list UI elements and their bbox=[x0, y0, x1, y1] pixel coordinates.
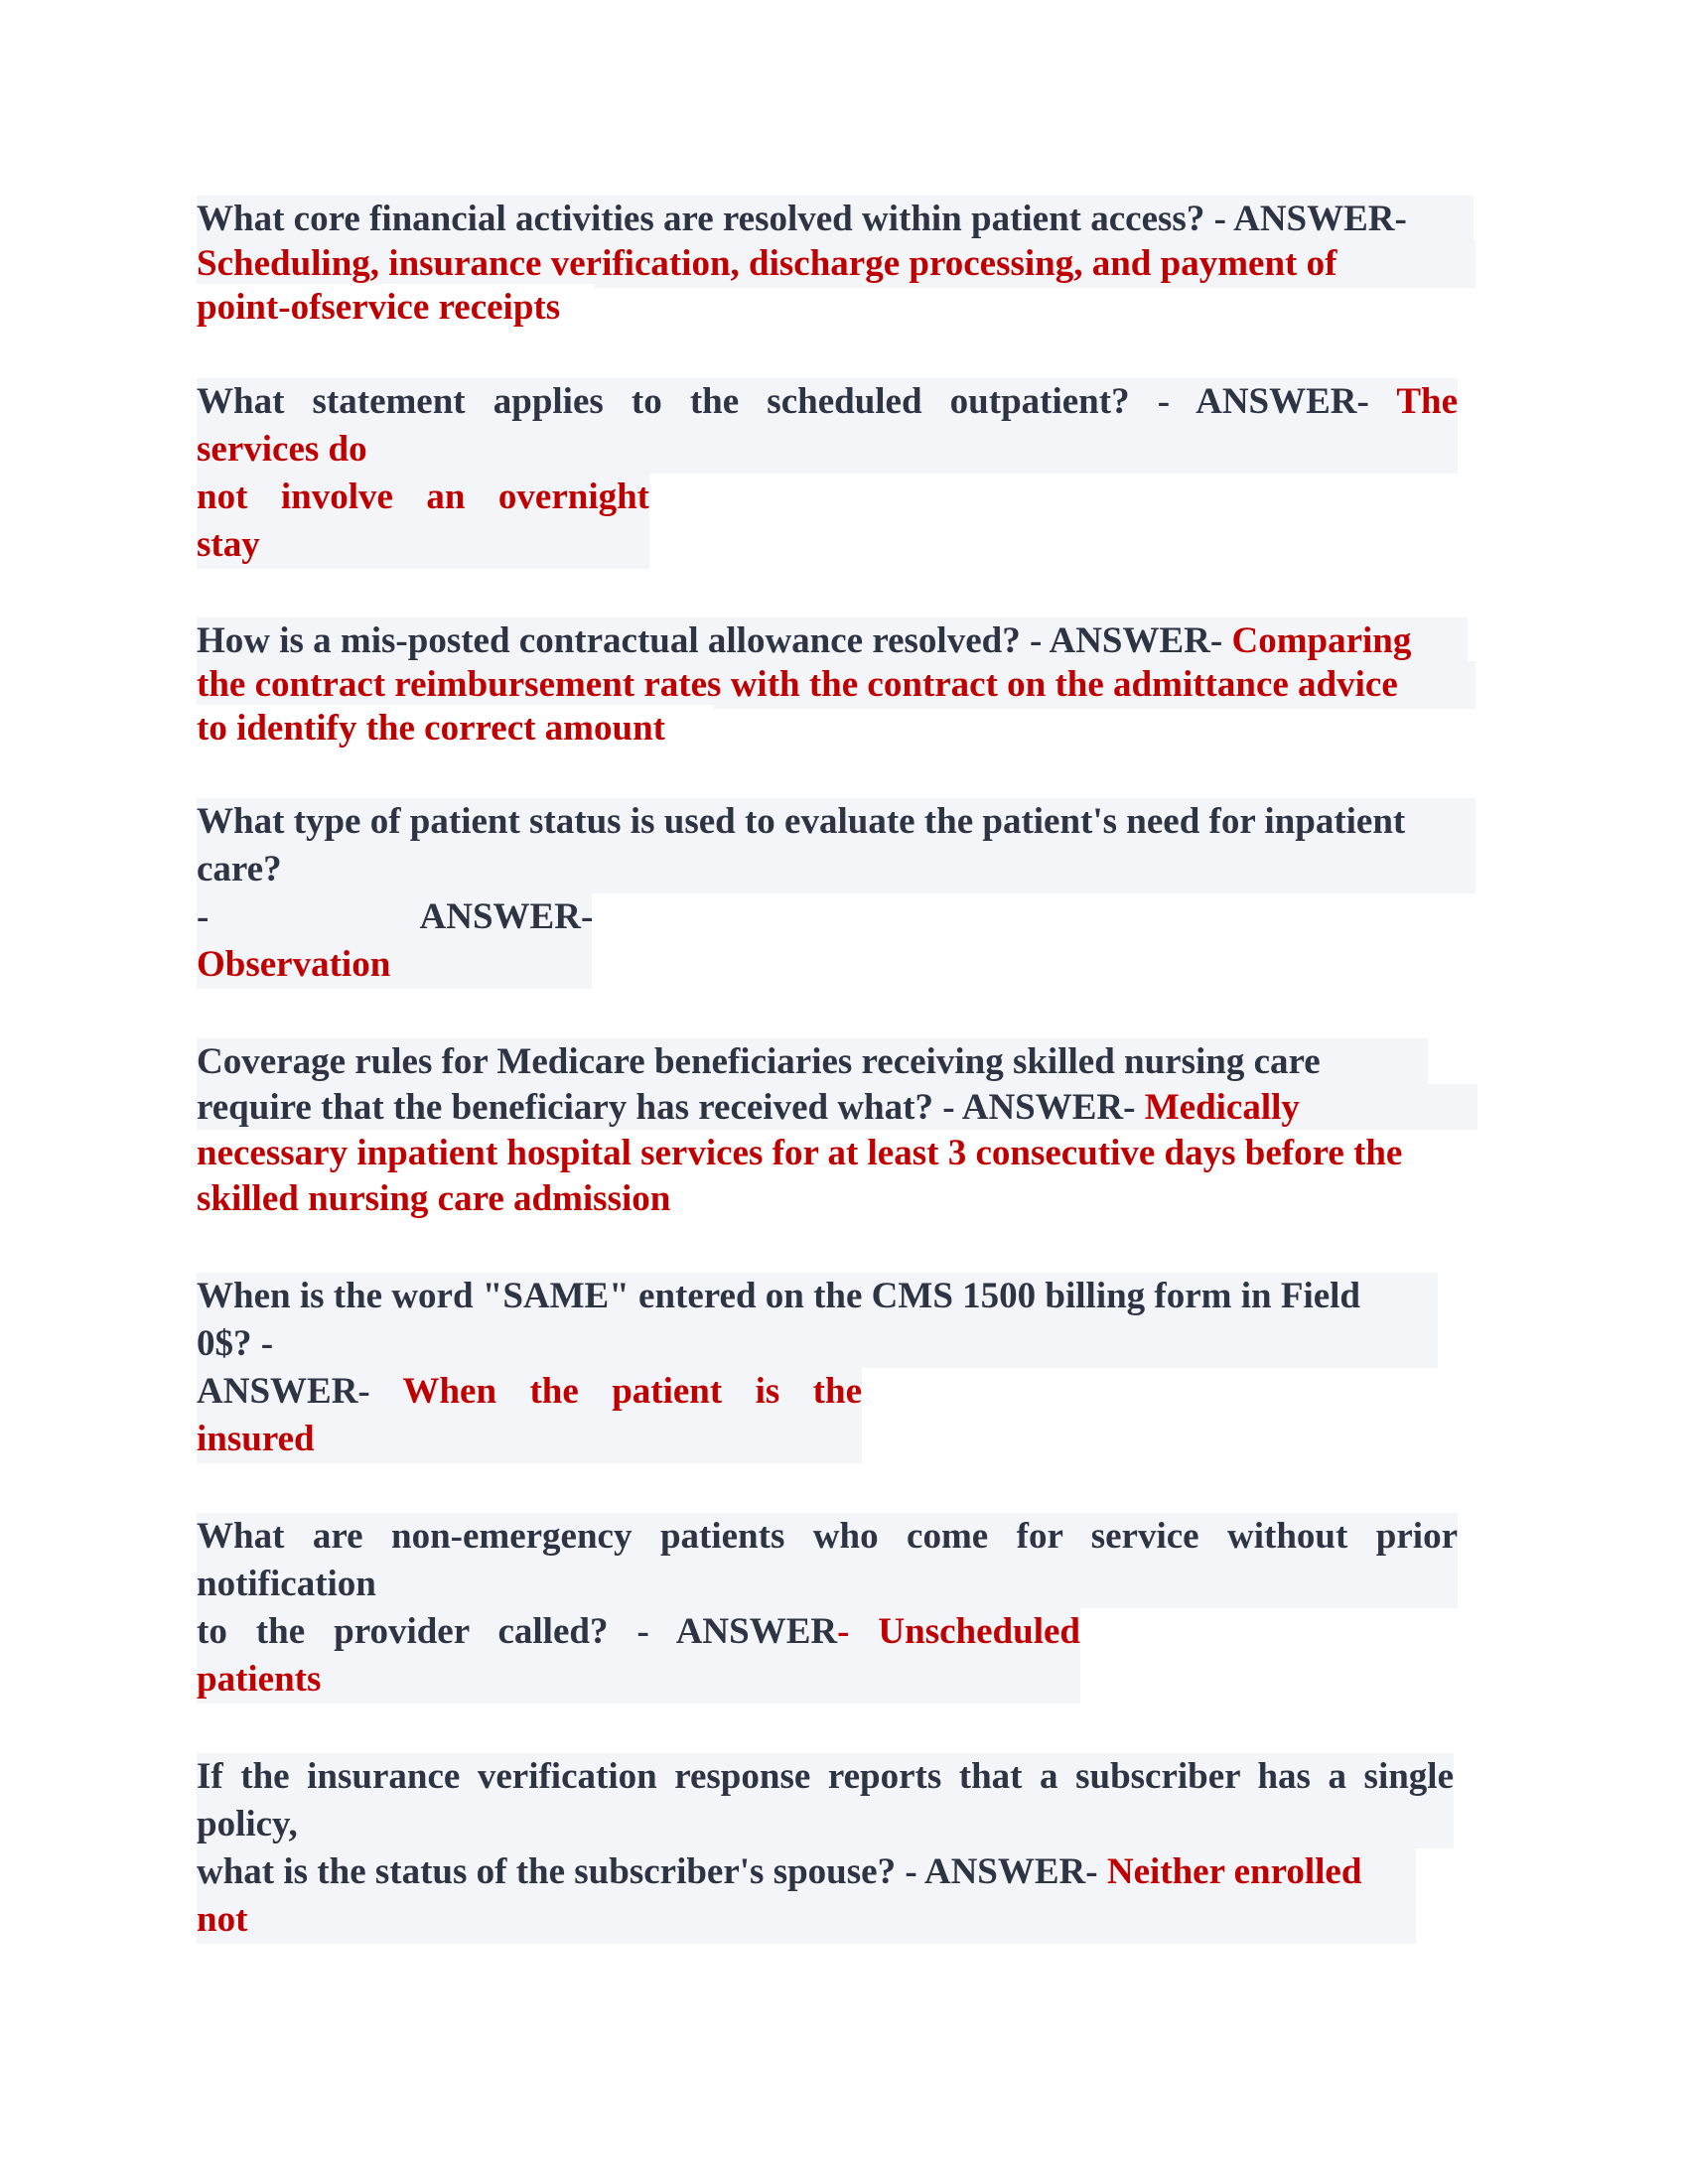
answer-text: patients bbox=[197, 1659, 322, 1700]
text-line bbox=[197, 846, 1476, 893]
answer-text: services do bbox=[197, 429, 367, 470]
answer-text: When the patient is the bbox=[402, 1371, 862, 1412]
text-line bbox=[197, 1608, 1080, 1656]
text-line bbox=[197, 1273, 1438, 1320]
answer-text: insured bbox=[197, 1419, 315, 1459]
answer-text: - Unscheduled bbox=[837, 1611, 1080, 1652]
text-line bbox=[197, 1561, 1458, 1608]
question-text: require that the beneficiary has received what? - ANSWER- bbox=[197, 1087, 1145, 1128]
question-text: to the provider called? - ANSWER bbox=[197, 1611, 838, 1652]
answer-text: skilled nursing care admission bbox=[197, 1178, 671, 1219]
answer-text: not involve an overnight bbox=[197, 477, 649, 517]
question-text: ANSWER- bbox=[197, 1371, 403, 1412]
text-line bbox=[197, 284, 594, 332]
question-text: - ANSWER- bbox=[197, 896, 594, 937]
text-line bbox=[197, 1656, 1080, 1704]
text-line bbox=[197, 1801, 1454, 1848]
question-text: notification bbox=[197, 1564, 376, 1604]
text-line bbox=[197, 1320, 1438, 1368]
question-text: What are non-emergency patients who come for service without prior bbox=[197, 1516, 1458, 1557]
answer-text: The bbox=[1396, 381, 1458, 422]
text-line bbox=[197, 196, 1474, 243]
text-line bbox=[197, 1753, 1454, 1801]
text-line bbox=[197, 474, 649, 521]
text-line bbox=[197, 1175, 753, 1223]
answer-text: stay bbox=[197, 524, 260, 565]
text-line bbox=[197, 1038, 1428, 1086]
text-line bbox=[197, 1513, 1458, 1561]
text-line bbox=[197, 240, 1476, 288]
answer-text: Medically bbox=[1144, 1087, 1300, 1128]
question-text: How is a mis-posted contractual allowance resolved? - ANSWER- bbox=[197, 620, 1232, 661]
text-line bbox=[197, 1130, 1477, 1177]
question-text: Coverage rules for Medicare beneficiaries receiving skilled nursing care bbox=[197, 1041, 1321, 1082]
text-line bbox=[197, 617, 1468, 665]
question-text: policy, bbox=[197, 1804, 298, 1844]
answer-text: not bbox=[197, 1899, 248, 1940]
text-line bbox=[197, 941, 592, 989]
question-text: What statement applies to the scheduled outpatient? - ANSWER- bbox=[197, 381, 1397, 422]
text-line bbox=[197, 705, 713, 752]
text-line bbox=[197, 521, 649, 569]
question-text: What core financial activities are resolved within patient access? - ANSWER- bbox=[197, 199, 1407, 239]
text-line bbox=[197, 1368, 862, 1416]
question-text: If the insurance verification response reports that a subscriber has a single bbox=[197, 1756, 1454, 1797]
answer-text: the contract reimbursement rates with the contract on the admittance advice bbox=[197, 664, 1398, 705]
answer-text: Comparing bbox=[1231, 620, 1412, 661]
text-line bbox=[197, 1896, 1416, 1944]
question-text: what is the status of the subscriber's spouse? - ANSWER- bbox=[197, 1851, 1107, 1892]
text-line bbox=[197, 798, 1476, 846]
text-line bbox=[197, 661, 1476, 709]
answer-text: Observation bbox=[197, 944, 391, 985]
question-text: 0$? - bbox=[197, 1323, 274, 1364]
text-line bbox=[197, 1848, 1416, 1896]
text-line bbox=[197, 378, 1458, 426]
answer-text: Scheduling, insurance verification, discharge processing, and payment of bbox=[197, 243, 1337, 284]
answer-text: point-ofservice receipts bbox=[197, 287, 561, 328]
text-line bbox=[197, 426, 1458, 474]
answer-text: necessary inpatient hospital services for at least 3 consecutive days before the bbox=[197, 1133, 1403, 1173]
text-line bbox=[197, 1084, 1477, 1132]
answer-text: to identify the correct amount bbox=[197, 708, 665, 749]
text-line bbox=[197, 1416, 862, 1463]
question-text: What type of patient status is used to evaluate the patient's need for inpatient bbox=[197, 801, 1406, 842]
text-line bbox=[197, 893, 592, 941]
question-text: When is the word "SAME" entered on the CMS 1500 billing form in Field bbox=[197, 1276, 1361, 1316]
answer-text: Neither enrolled bbox=[1106, 1851, 1362, 1892]
question-text: care? bbox=[197, 849, 282, 889]
